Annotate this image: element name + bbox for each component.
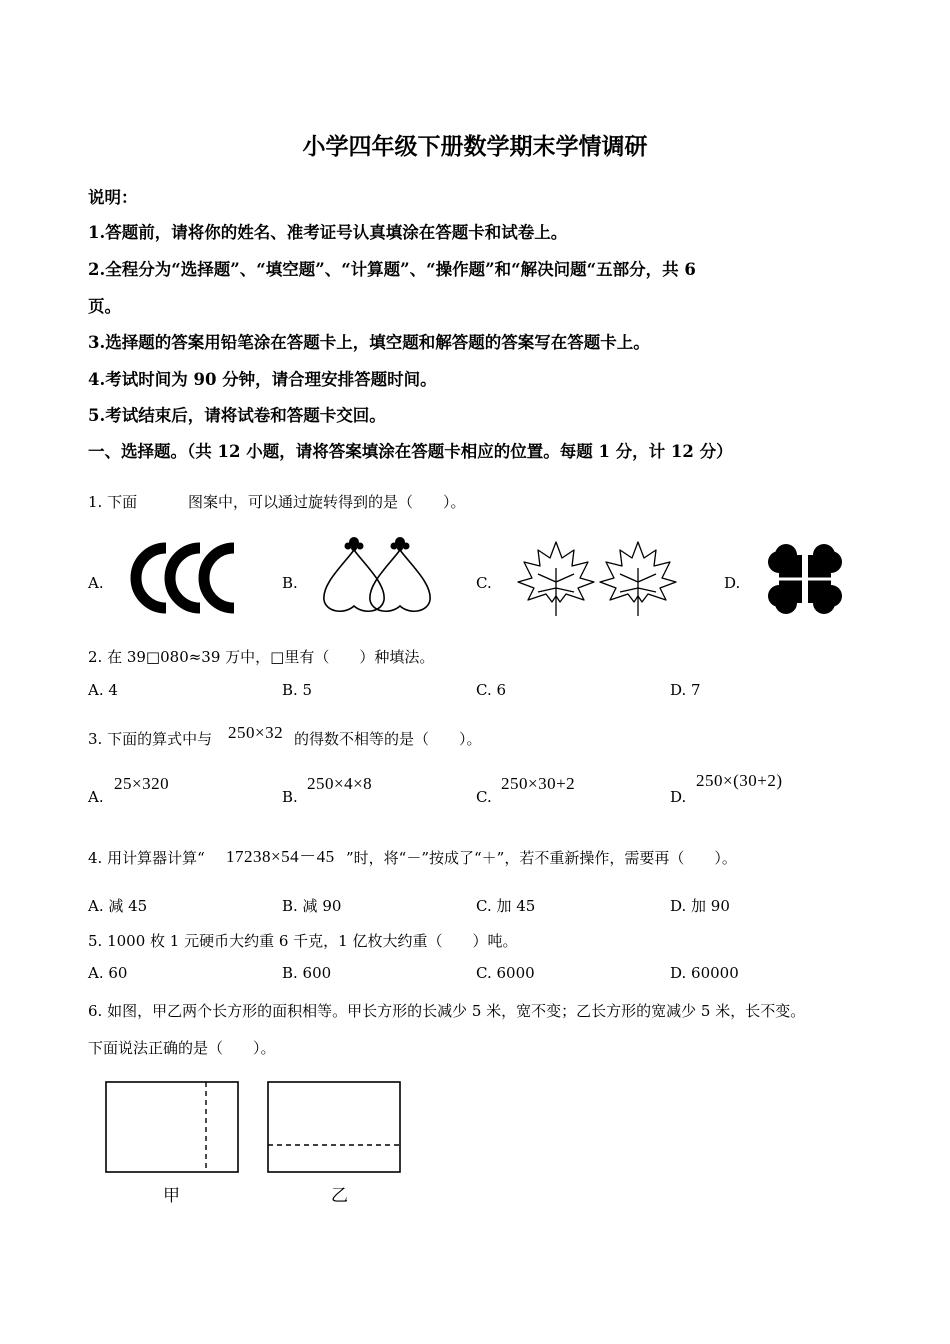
q6-stem-cont: 下面说法正确的是（ ）。 [88,1039,276,1057]
q4-option-b: B. 减 90 [282,897,342,915]
page-title: 小学四年级下册数学期末学情调研 [302,133,648,160]
rectangle-jia [106,1082,238,1172]
q4-option-d: D. 加 90 [670,897,730,915]
q3-option-c-label: C. [476,788,492,806]
instructions-label: 说明： [88,188,138,207]
instruction-2-cont: 页。 [88,297,121,316]
q1-option-c-label: C. [476,574,492,592]
label-jia: 甲 [163,1186,180,1206]
q2-option-c: C. 6 [476,681,507,699]
label-yi: 乙 [331,1186,348,1206]
q4-option-c: C. 加 45 [476,897,536,915]
q2-option-d: D. 7 [670,681,701,699]
q3-stem-start: 3. 下面的算式中与 [88,730,213,748]
instruction-2: 2.全程分为“选择题”、“填空题”、“计算题”、“操作题”和“解决问题“五部分，共 6 [88,260,696,279]
q4-expression: 17238×54－45 [226,847,335,866]
q1-stem-start: 1. 下面 [88,493,138,511]
q3-option-d-label: D. [670,788,687,806]
q1-option-b-label: B. [282,574,298,592]
section-heading: 一、选择题。（共 12 小题，请将答案填涂在答题卡相应的位置。每题 1 分，计 12 分） [88,442,733,461]
q1-stem-end: 图案中，可以通过旋转得到的是（ ）。 [188,493,466,511]
q4-stem-start: 4. 用计算器计算“ [88,849,205,867]
q2-option-a: A. 4 [88,681,118,699]
rectangles-diagram [104,1080,404,1176]
q3-expression: 250×32 [228,723,284,742]
instruction-3: 3.选择题的答案用铅笔涂在答题卡上，填空题和解答题的答案写在答题卡上。 [88,333,650,352]
q6-stem: 6. 如图，甲乙两个长方形的面积相等。甲长方形的长减少 5 米，宽不变；乙长方形的宽减少 5 米，长不变。 [88,1002,806,1020]
pears-pattern-graphic [318,532,436,616]
instruction-5: 5.考试结束后，请将试卷和答题卡交回。 [88,406,386,425]
q2-stem: 2. 在 39□080≈39 万中，□里有（ ）种填法。 [88,648,435,666]
q1-option-d-label: D. [724,574,741,592]
instruction-4: 4.考试时间为 90 分钟，请合理安排答题时间。 [88,370,437,389]
q1-option-a-label: A. [88,574,104,592]
q3-option-a-label: A. [88,788,104,806]
q5-option-c: C. 6000 [476,964,535,982]
q3-option-c-expr: 250×30+2 [501,774,576,793]
ccc-logo-graphic [130,538,245,618]
q5-option-a: A. 60 [88,964,128,982]
q4-option-a: A. 减 45 [88,897,148,915]
q2-option-b: B. 5 [282,681,313,699]
q3-option-a-expr: 25×320 [114,774,170,793]
clover-graphic [764,540,846,618]
q5-option-b: B. 600 [282,964,332,982]
q5-stem: 5. 1000 枚 1 元硬币大约重 6 千克，1 亿枚大约重（ ）吨。 [88,932,518,950]
q3-option-b-label: B. [282,788,298,806]
q3-option-b-expr: 250×4×8 [307,774,373,793]
q3-stem-end: 的得数不相等的是（ ）。 [294,730,482,748]
q5-option-d: D. 60000 [670,964,739,982]
rectangle-yi [268,1082,400,1172]
q4-stem-end: ”时，将“－”按成了“＋”，若不重新操作，需要再（ ）。 [346,849,737,867]
q3-option-d-expr: 250×(30+2) [696,771,783,790]
instruction-1: 1.答题前，请将你的姓名、准考证号认真填涂在答题卡和试卷上。 [88,223,568,242]
maple-leaves-graphic [516,538,682,620]
